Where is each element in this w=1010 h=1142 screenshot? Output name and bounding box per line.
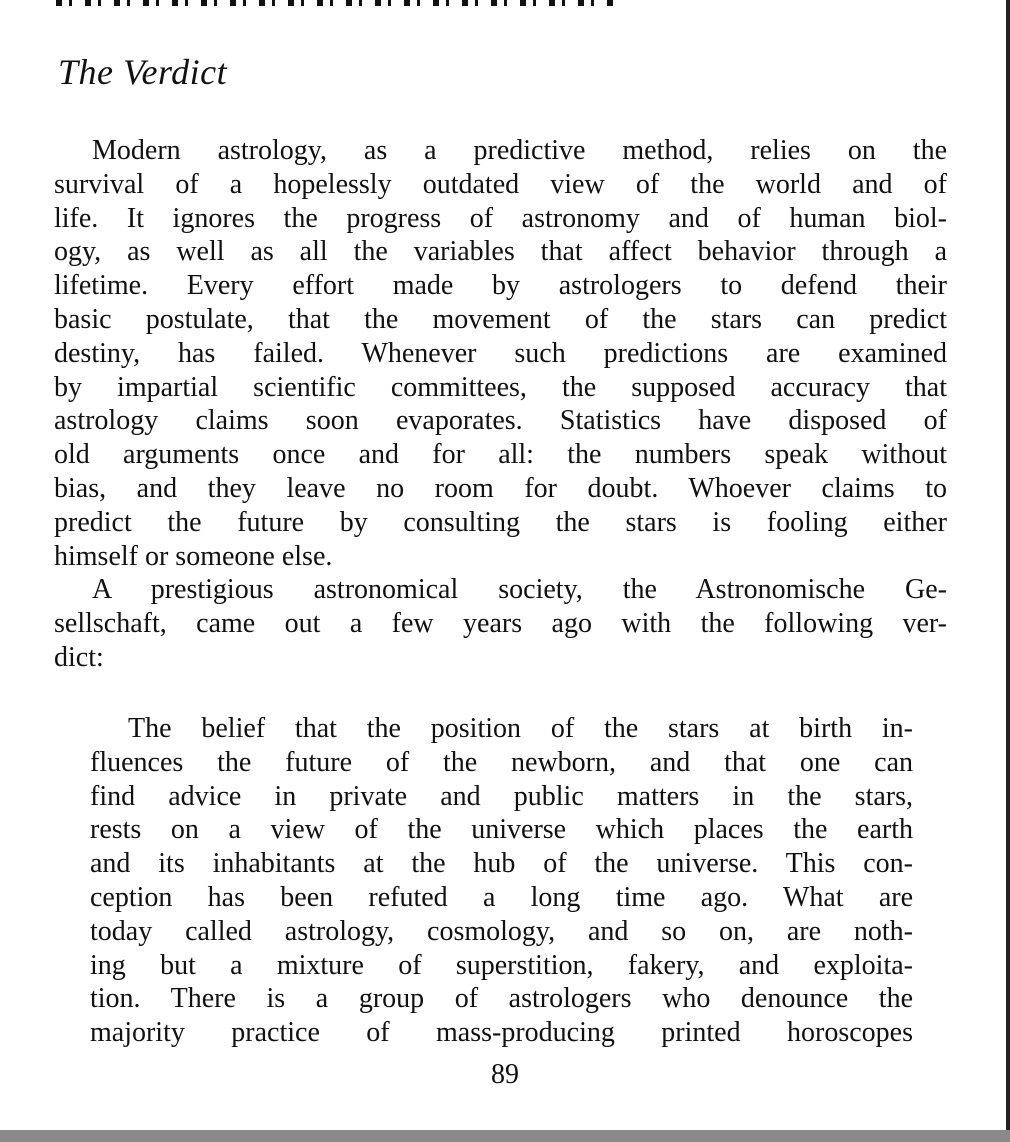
body-text [54, 134, 947, 675]
quote-line: The belief that the position of the stars at birth in- [128, 713, 913, 744]
quote-line: tion. There is a group of astrologers who denounce the [90, 983, 913, 1015]
quote-line: and its inhabitants at the hub of the universe. This con- [90, 848, 913, 880]
body-line: destiny, has failed. Whenever such predictions are examined [54, 337, 947, 369]
body-line: survival of a hopelessly outdated view of the world and of [54, 168, 947, 200]
quote-line: rests on a view of the universe which places the earth [90, 814, 913, 846]
body-line: by impartial scientific committees, the supposed accuracy that [54, 371, 947, 403]
viewer-bottom-bar [0, 1130, 1010, 1142]
quote-line: today called astrology, cosmology, and so on, are noth- [90, 915, 913, 947]
quote-line: find advice in private and public matters in the stars, [90, 780, 913, 812]
previous-line-fragment [56, 0, 616, 6]
block-quote [90, 712, 913, 1050]
page-edge [1006, 0, 1010, 1130]
quote-line: ing but a mixture of superstition, fakery, and exploita- [90, 949, 913, 981]
body-line: A prestigious astronomical society, the Astronomische Ge- [92, 574, 947, 606]
body-line: lifetime. Every effort made by astrologers to defend their [54, 270, 947, 302]
quote-line: ception has been refuted a long time ago. What are [90, 881, 913, 913]
body-line: life. It ignores the progress of astronomy and of human biol- [54, 202, 947, 234]
body-line: astrology claims soon evaporates. Statistics have disposed of [54, 405, 947, 437]
page-number: 89 [491, 1059, 519, 1090]
body-line: basic postulate, that the movement of the stars can predict [54, 303, 947, 335]
body-line: old arguments once and for all: the numbers speak without [54, 439, 947, 471]
body-line: himself or someone else. [54, 540, 333, 572]
quote-line: majority practice of mass-producing printed horoscopes [90, 1017, 913, 1049]
body-line: dict: [54, 641, 104, 673]
body-line: bias, and they leave no room for doubt. Whoever claims to [54, 472, 947, 504]
body-line: Modern astrology, as a predictive method, relies on the [92, 135, 947, 166]
quote-line: fluences the future of the newborn, and that one can [90, 746, 913, 778]
body-line: sellschaft, came out a few years ago with the following ver- [54, 608, 947, 640]
body-line: predict the future by consulting the stars is fooling either [54, 506, 947, 538]
body-line: ogy, as well as all the variables that affect behavior through a [54, 236, 947, 268]
cut-off-text-decoration [56, 0, 616, 6]
section-title: The Verdict [58, 52, 228, 92]
